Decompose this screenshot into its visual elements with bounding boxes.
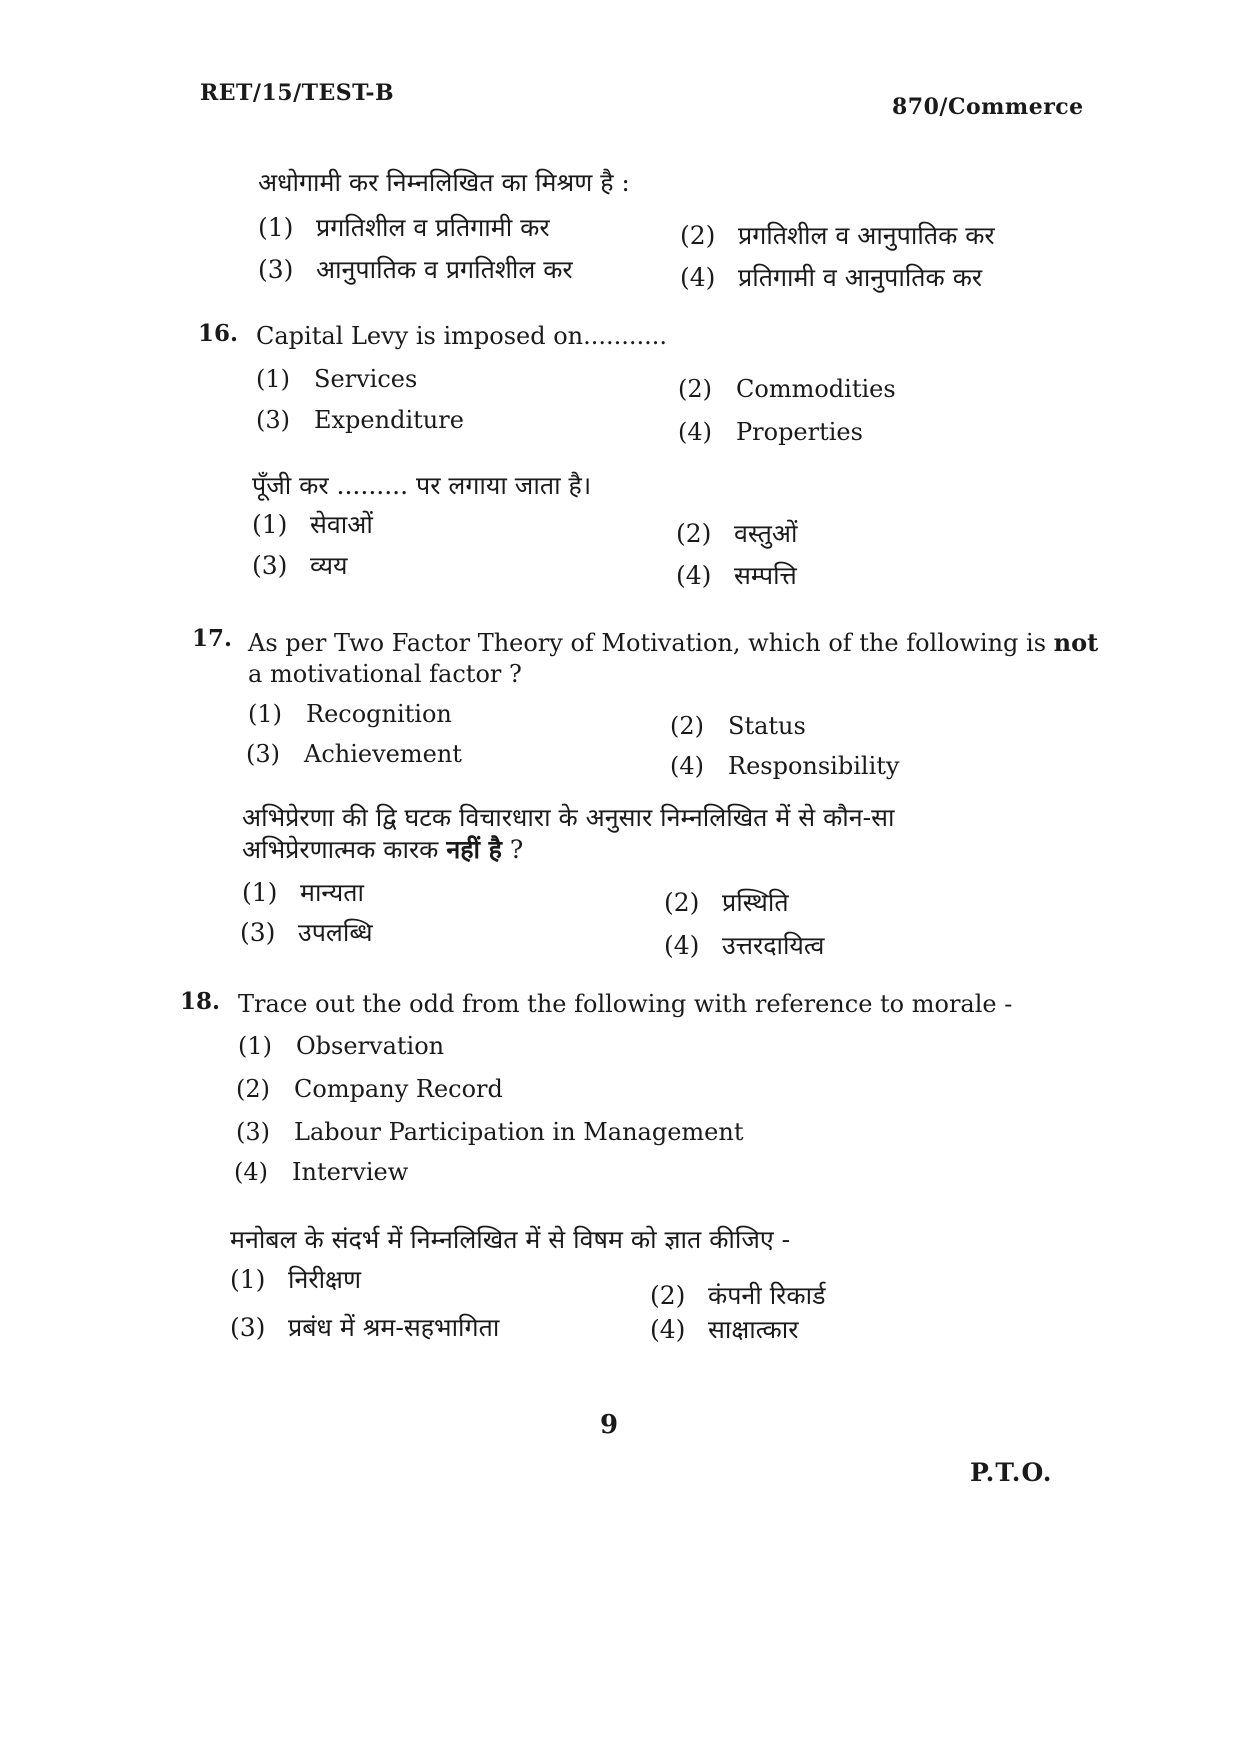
q16-option-2: [678, 375, 896, 403]
option-number: (3): [246, 740, 280, 768]
q17-stem-line1: [248, 628, 1098, 657]
header-left: RET/15/TEST-B: [200, 80, 395, 106]
option-text: प्रस्थिति: [722, 888, 789, 917]
q18-option-1: [238, 1032, 444, 1060]
option-text: व्यय: [310, 551, 348, 580]
option-text: उपलब्धि: [298, 918, 373, 947]
q16-option-4: [678, 418, 863, 446]
option-number: (1): [252, 510, 288, 539]
option-number: (2): [236, 1075, 270, 1103]
q16-hi-option-4: [676, 558, 797, 592]
q17-option-2: [670, 712, 806, 740]
option-number: (3): [230, 1313, 266, 1342]
option-number: (2): [650, 1281, 686, 1310]
q17-hi-stem-line1: अभिप्रेरणा की द्वि घटक विचारधारा के अनुसार निम्नलिखित में से कौन-सा: [242, 803, 895, 832]
q17-hi-stem-end: ?: [509, 835, 524, 864]
option-text: सेवाओं: [310, 510, 373, 539]
option-text: Observation: [296, 1032, 445, 1060]
option-text: प्रबंध में श्रम-सहभागिता: [288, 1313, 500, 1342]
option-number: (3): [240, 918, 276, 947]
option-number: (1): [248, 700, 282, 728]
q15-hi-option-1: [258, 210, 550, 244]
option-text: Recognition: [306, 700, 452, 728]
option-text: Achievement: [304, 740, 462, 768]
option-text: वस्तुओं: [734, 519, 798, 548]
option-text: प्रतिगामी व आनुपातिक कर: [738, 263, 983, 292]
q17-stem-line2: a motivational factor ?: [248, 660, 522, 688]
option-number: (4): [680, 263, 716, 292]
q18-hi-option-3: [230, 1310, 499, 1344]
q16-option-1: [256, 365, 417, 393]
option-number: (2): [678, 375, 712, 403]
q16-hi-option-3: [252, 548, 348, 582]
option-number: (1): [230, 1265, 266, 1294]
q18-option-3: [236, 1118, 743, 1146]
option-text: उत्तरदायित्व: [722, 931, 825, 960]
option-number: (1): [242, 878, 278, 907]
option-number: (2): [670, 712, 704, 740]
q17-hi-option-1: [242, 875, 364, 909]
q17-number: 17.: [192, 625, 233, 652]
q16-hi-stem: पूँजी कर ......... पर लगाया जाता है।: [252, 471, 592, 500]
q16-hi-option-1: [252, 507, 373, 541]
q18-hi-option-2: [650, 1278, 825, 1312]
q16-stem: Capital Levy is imposed on...........: [256, 322, 668, 350]
option-text: कंपनी रिकार्ड: [708, 1281, 826, 1310]
option-number: (1): [238, 1032, 272, 1060]
option-text: प्रगतिशील व प्रतिगामी कर: [316, 213, 550, 242]
option-text: Company Record: [294, 1075, 503, 1103]
q18-option-2: [236, 1075, 503, 1103]
option-number: (4): [664, 931, 700, 960]
option-text: Properties: [736, 418, 863, 446]
option-text: Expenditure: [314, 406, 464, 434]
option-number: (4): [670, 752, 704, 780]
option-number: (3): [258, 255, 294, 284]
option-text: साक्षात्कार: [708, 1315, 799, 1344]
q17-option-4: [670, 752, 899, 780]
option-text: सम्पत्ति: [734, 561, 797, 590]
q17-hi-stem-text: अभिप्रेरणात्मक कारक: [242, 835, 439, 864]
option-text: Commodities: [736, 375, 896, 403]
q17-hi-stem-emphasis: नहीं है: [446, 835, 502, 864]
q16-hi-option-2: [676, 516, 797, 550]
q17-hi-option-3: [240, 915, 373, 949]
q18-option-4: [234, 1158, 408, 1186]
q18-number: 18.: [180, 988, 221, 1015]
q16-number: 16.: [198, 320, 239, 347]
option-number: (1): [256, 365, 290, 393]
option-text: प्रगतिशील व आनुपातिक कर: [738, 221, 995, 250]
option-number: (2): [676, 519, 712, 548]
option-number: (1): [258, 213, 294, 242]
option-number: (2): [664, 888, 700, 917]
option-number: (3): [236, 1118, 270, 1146]
option-text: मान्यता: [300, 878, 365, 907]
option-text: Labour Participation in Management: [294, 1118, 744, 1146]
header-right: 870/Commerce: [892, 94, 1084, 120]
q17-hi-option-2: [664, 885, 789, 919]
q18-hi-option-4: [650, 1312, 798, 1346]
pto-label: P.T.O.: [970, 1458, 1053, 1487]
q15-hi-option-3: [258, 252, 573, 286]
option-number: (4): [234, 1158, 268, 1186]
option-number: (2): [680, 221, 716, 250]
q17-hi-option-4: [664, 928, 824, 962]
option-number: (3): [256, 406, 290, 434]
q17-hi-stem-line2: [242, 832, 523, 866]
q16-option-3: [256, 406, 464, 434]
q17-stem-text: As per Two Factor Theory of Motivation, which of the following is: [248, 629, 1047, 657]
option-text: आनुपातिक व प्रगतिशील कर: [316, 255, 573, 284]
q18-stem: Trace out the odd from the following with reference to morale -: [238, 990, 1013, 1018]
q17-option-1: [248, 700, 452, 728]
q17-option-3: [246, 740, 462, 768]
option-text: Responsibility: [728, 752, 900, 780]
option-number: (4): [676, 561, 712, 590]
option-number: (4): [650, 1315, 686, 1344]
q15-hi-option-2: [680, 218, 995, 252]
q18-hi-stem: मनोबल के संदर्भ में निम्नलिखित में से विषम को ज्ञात कीजिए -: [230, 1225, 791, 1254]
option-text: Services: [314, 365, 418, 393]
option-text: Status: [728, 712, 806, 740]
option-text: निरीक्षण: [288, 1265, 362, 1294]
option-text: Interview: [292, 1158, 409, 1186]
page-number: 9: [600, 1410, 619, 1440]
q18-hi-option-1: [230, 1262, 361, 1296]
q15-hi-stem: अधोगामी कर निम्नलिखित का मिश्रण है :: [258, 168, 630, 197]
q15-hi-option-4: [680, 260, 982, 294]
option-number: (4): [678, 418, 712, 446]
option-number: (3): [252, 551, 288, 580]
q17-stem-emphasis: not: [1053, 628, 1099, 657]
